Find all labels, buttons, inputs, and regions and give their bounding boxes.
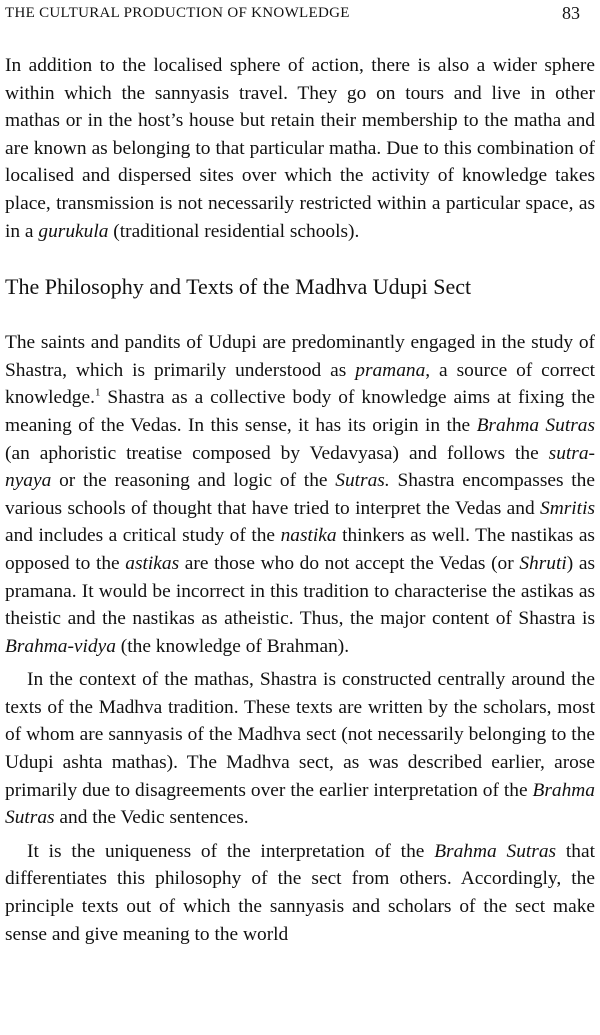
body-text: [5, 52, 595, 948]
paragraph-3: In the context of the mathas, Shastra is constructed centrally around the texts of the Madhva tradition. These texts are written by the scholars, most of whom are sannyasis of the Madhva sect (not necessarily belonging to the Udupi ashta mathas). The Madhva sect, as was described earlier, arose primarily due to disagreements over the earlier interpretation of the Brahma Sutras and the Vedic sentences.: [5, 669, 595, 829]
running-head: [5, 2, 580, 24]
page-number: 83: [562, 2, 580, 23]
section-heading: The Philosophy and Texts of the Madhva Udupi Sect: [5, 274, 472, 300]
footnote-marker: 1: [94, 386, 101, 399]
running-title: THE CULTURAL PRODUCTION OF KNOWLEDGE: [5, 4, 350, 21]
paragraph-2: The saints and pandits of Udupi are predominantly engaged in the study of Shastra, which is primarily understood as pramana, a source of correct knowledge.$^1$ Shastra as a collective body of knowledge aims at fixing the meaning of the Vedas. In this sense, it has its origin in the Brahma Sutras (an aphoristic treatise composed by Vedavyasa) and follows the sutra-nyaya or the reasoning and logic of the Sutras. Shastra encompasses the various schools of thought that have tried to interpret the Vedas and Smritis and includes a critical study of the nastika thinkers as well. The nastikas as opposed to the astikas are those who do not accept the Vedas (or Shruti) as pramana. It would be incorrect in this tradition to characterise the astikas as theistic and the nastikas as atheistic. Thus, the major content of Shastra is Brahma-vidya (the knowledge of Brahman).: [5, 332, 595, 657]
paragraph-1: In addition to the localised sphere of action, there is also a wider sphere within which the sannyasis travel. They go on tours and live in other mathas or in the host’s house but retain their membership to the matha and are known as belonging to that particular matha. Due to this combination of localised and dispersed sites over which the activity of knowledge takes place, transmission is not necessarily restricted within a particular space, as in a gurukula (traditional residential schools).: [5, 55, 595, 242]
paragraph-4: It is the uniqueness of the interpretation of the Brahma Sutras that differentiates this philosophy of the sect from others. Accordingly, the principle texts out of which the sannyasis and scholars of the sect make sense and give meaning to the world: [5, 840, 595, 945]
